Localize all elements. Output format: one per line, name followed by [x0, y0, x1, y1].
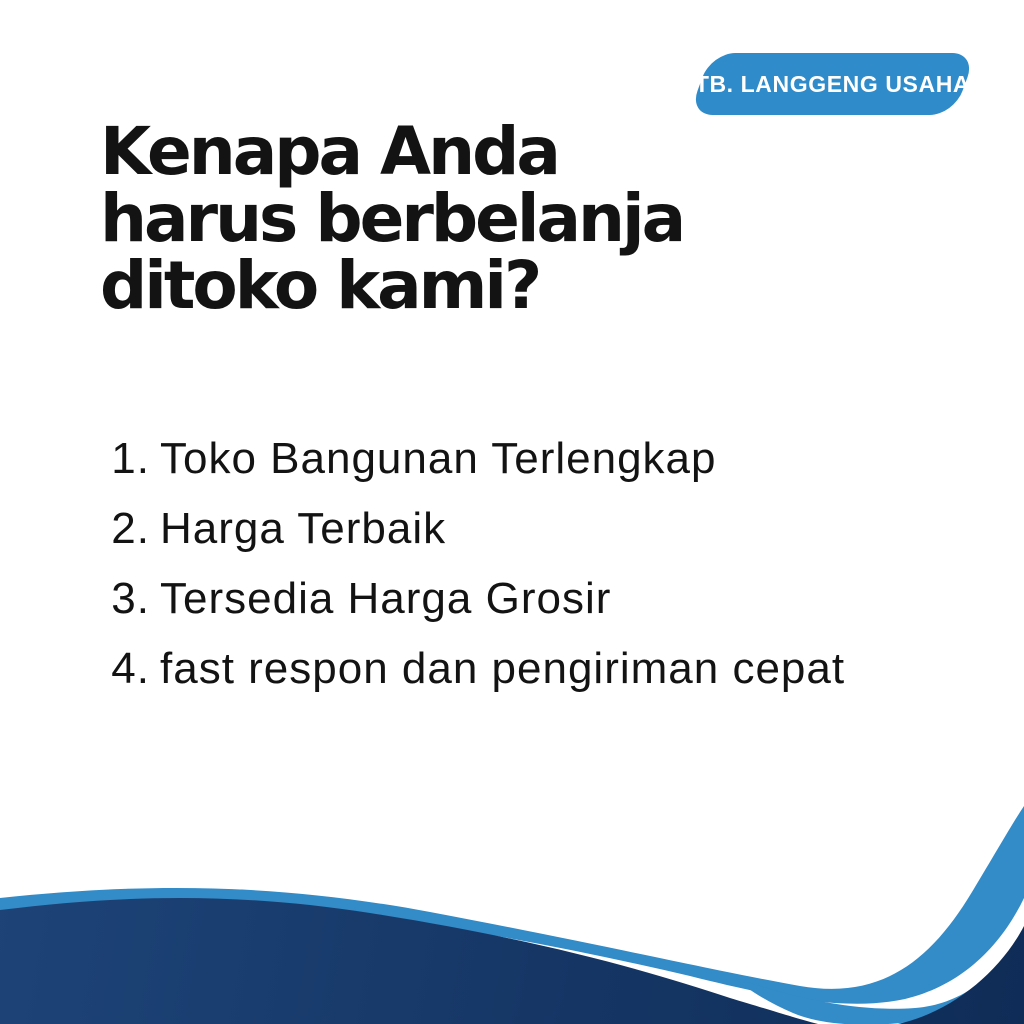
list-item [100, 634, 845, 704]
list-item-number: 2. [111, 504, 150, 553]
benefits-list [100, 424, 845, 704]
list-item-label: Tersedia Harga Grosir [160, 574, 612, 623]
list-item [100, 494, 845, 564]
list-item-label: Toko Bangunan Terlengkap [160, 434, 717, 483]
wave-light-band [0, 806, 1024, 1004]
page-title-line-2: harus berbelanja [100, 180, 684, 257]
wave-navy-main [0, 898, 818, 1024]
list-item-number: 1. [111, 434, 150, 483]
brand-badge [689, 53, 977, 115]
list-item-label: Harga Terbaik [160, 504, 447, 553]
wave-navy-corner [898, 926, 1024, 1024]
list-item [100, 424, 845, 494]
page-title-line-1: Kenapa Anda [100, 113, 558, 190]
list-item-label: fast respon dan pengiriman cepat [160, 644, 846, 693]
list-item-number: 3. [111, 574, 150, 623]
wave-light-crescent [735, 930, 1024, 1024]
list-item-number: 4. [111, 644, 150, 693]
brand-badge-label: TB. LANGGENG USAHA [694, 70, 971, 97]
page-title [100, 113, 684, 324]
page-title-line-3: ditoko kami? [100, 247, 540, 324]
list-item [100, 564, 845, 634]
